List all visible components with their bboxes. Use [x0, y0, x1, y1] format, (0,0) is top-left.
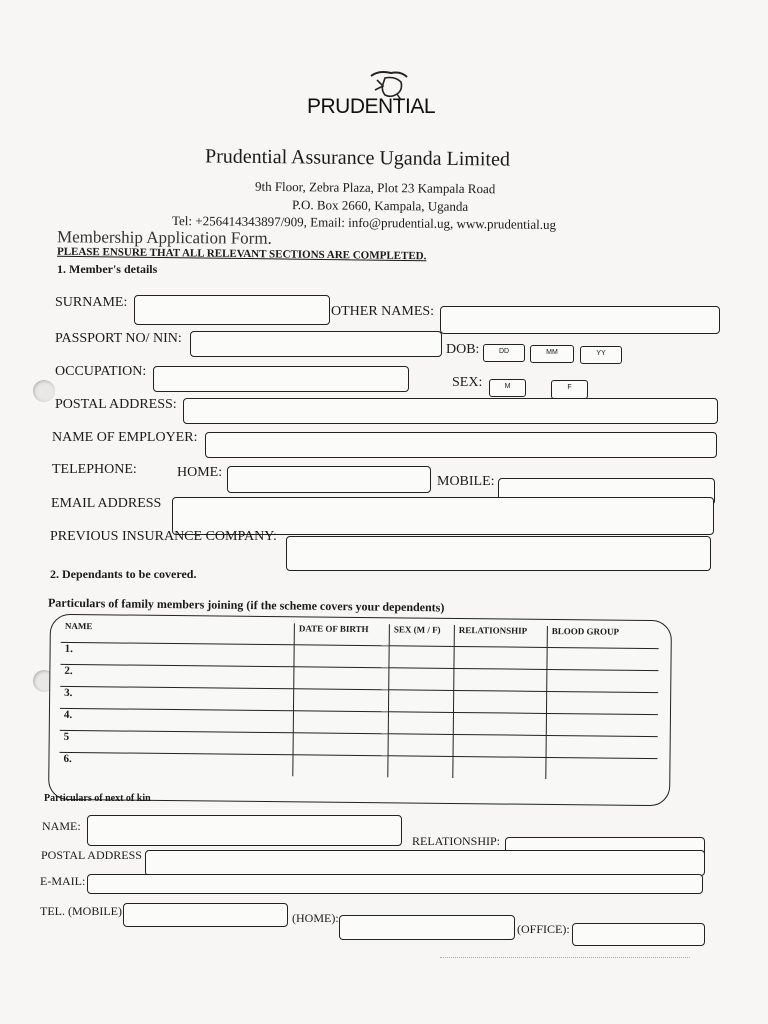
company-address-line1: 9th Floor, Zebra Plaza, Plot 23 Kampala Road: [254, 178, 496, 197]
cell-blood-group[interactable]: [546, 713, 658, 736]
cell-blood-group[interactable]: [546, 757, 658, 780]
cell-dob[interactable]: [293, 711, 388, 734]
family-table-frame: [48, 614, 672, 807]
sex-female-box[interactable]: F: [551, 380, 588, 399]
cell-blood-group[interactable]: [546, 735, 658, 758]
cell-sex[interactable]: [388, 756, 453, 778]
cell-sex[interactable]: [389, 668, 454, 691]
row-number: 1.: [60, 642, 294, 666]
company-contact: Tel: +256414343897/909, Email: info@prudential.ug, www.prudential.ug: [171, 212, 557, 233]
employer-label: NAME OF EMPLOYER:: [52, 430, 198, 445]
row-number: 2.: [60, 664, 294, 688]
dob-month-field[interactable]: MM: [530, 345, 574, 363]
kin-email-label: E-MAIL:: [40, 874, 86, 888]
cell-sex[interactable]: [388, 690, 453, 713]
passport-label: PASSPORT NO/ NIN:: [55, 331, 182, 346]
cell-dob[interactable]: [293, 755, 388, 777]
cell-dob[interactable]: [294, 645, 389, 668]
other-names-field[interactable]: [440, 306, 720, 334]
col-relationship-header: RELATIONSHIP: [454, 625, 547, 647]
row-number: 5: [60, 730, 294, 754]
cell-dob[interactable]: [294, 667, 389, 690]
col-sex-header: SEX (M / F): [389, 624, 454, 646]
other-names-label: OTHER NAMES:: [331, 304, 435, 319]
home-phone-field[interactable]: [227, 466, 431, 493]
prev-insurance-label: PREVIOUS INSURANCE COMPANY:: [50, 529, 277, 544]
company-address-line2: P.O. Box 2660, Kampala, Uganda: [291, 197, 469, 214]
logo-wordmark: PRUDENTIAL: [307, 95, 436, 118]
col-dob-header: DATE OF BIRTH: [294, 623, 389, 645]
col-blood-group-header: BLOOD GROUP: [547, 626, 659, 649]
kin-office-field[interactable]: [572, 923, 705, 946]
kin-heading: Particulars of next of kin: [44, 793, 151, 804]
dob-day-field[interactable]: DD: [483, 344, 525, 362]
kin-office-label: (OFFICE):: [517, 922, 570, 936]
postal-address-label: POSTAL ADDRESS:: [55, 397, 177, 412]
postal-address-field[interactable]: [183, 398, 718, 424]
surname-label: SURNAME:: [55, 295, 128, 310]
cell-relationship[interactable]: [453, 734, 546, 757]
kin-name-label: NAME:: [42, 819, 81, 833]
cell-relationship[interactable]: [453, 712, 546, 735]
cell-dob[interactable]: [293, 733, 388, 756]
kin-tel-mobile-field[interactable]: [123, 903, 288, 927]
prev-insurance-field[interactable]: [286, 536, 711, 571]
section2-heading: 2. Dependants to be covered.: [50, 567, 197, 581]
cell-blood-group[interactable]: [547, 669, 659, 692]
punch-hole-top: [33, 380, 55, 402]
kin-home-field[interactable]: [339, 915, 515, 940]
col-name-header: NAME: [61, 621, 295, 645]
form-title: Membership Application Form.: [56, 227, 272, 248]
cell-relationship[interactable]: [454, 646, 547, 669]
family-table: [59, 621, 659, 780]
cell-blood-group[interactable]: [546, 691, 658, 714]
cell-sex[interactable]: [388, 734, 453, 757]
row-number: 4.: [60, 708, 294, 732]
family-heading: Particulars of family members joining (if the scheme covers your dependents): [47, 595, 445, 615]
prudential-logo: [305, 68, 475, 124]
kin-postal-field[interactable]: [145, 850, 705, 876]
occupation-label: OCCUPATION:: [55, 364, 147, 379]
cell-relationship[interactable]: [453, 690, 546, 713]
occupation-field[interactable]: [153, 366, 409, 392]
scan-divider: [440, 957, 690, 958]
dob-label: DOB:: [446, 342, 480, 357]
cell-sex[interactable]: [389, 646, 454, 669]
cell-blood-group[interactable]: [547, 647, 659, 670]
mobile-label: MOBILE:: [437, 474, 495, 489]
company-name: Prudential Assurance Uganda Limited: [204, 145, 511, 171]
passport-field[interactable]: [190, 331, 442, 357]
telephone-label: TELEPHONE:: [52, 462, 137, 477]
kin-postal-label: POSTAL ADDRESS: [41, 848, 142, 862]
row-number: 3.: [60, 686, 294, 710]
completion-notice: PLEASE ENSURE THAT ALL RELEVANT SECTIONS ARE COMPLETED.: [56, 245, 427, 263]
kin-email-field[interactable]: [87, 874, 703, 894]
dob-year-field[interactable]: YY: [580, 346, 622, 364]
sex-label: SEX:: [452, 375, 483, 390]
employer-field[interactable]: [205, 432, 717, 458]
surname-field[interactable]: [134, 295, 330, 325]
home-phone-label: HOME:: [177, 465, 223, 480]
kin-home-label: (HOME):: [292, 911, 339, 925]
cell-relationship[interactable]: [453, 756, 546, 778]
kin-name-field[interactable]: [87, 815, 402, 846]
email-label: EMAIL ADDRESS: [51, 496, 162, 511]
kin-tel-mobile-label: TEL. (MOBILE): [40, 904, 122, 918]
cell-relationship[interactable]: [454, 668, 547, 691]
kin-relationship-label: RELATIONSHIP:: [412, 834, 501, 848]
section1-heading: 1. Member's details: [57, 262, 158, 276]
cell-sex[interactable]: [388, 712, 453, 735]
row-number: 6.: [59, 752, 293, 776]
sex-male-box[interactable]: M: [489, 379, 526, 397]
cell-dob[interactable]: [293, 689, 388, 712]
